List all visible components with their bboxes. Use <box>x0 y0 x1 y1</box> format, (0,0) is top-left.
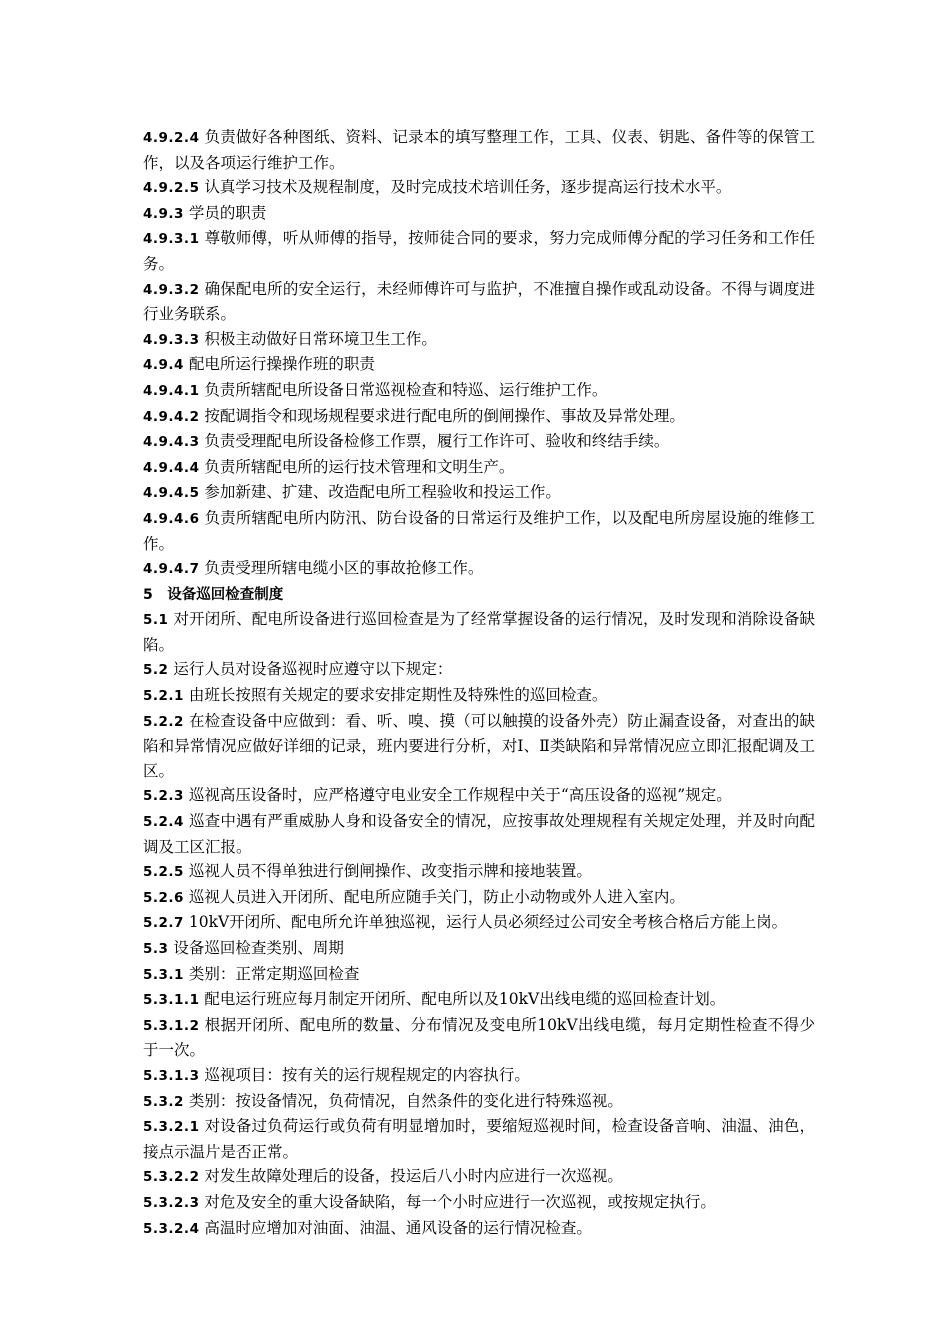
clause-paragraph <box>143 607 815 657</box>
clause-number: 5.3.2.4 <box>143 1220 200 1237</box>
clause-paragraph <box>143 277 815 327</box>
clause-number: 5.3.1.3 <box>143 1067 200 1084</box>
clause-text: 类别：按设备情况，负荷情况，自然条件的变化进行特殊巡视。 <box>188 1091 623 1110</box>
clause-number: 4.9.4.7 <box>143 561 200 578</box>
clause-text: 参加新建、扩建、改造配电所工程验收和投运工作。 <box>204 483 561 502</box>
clause-paragraph <box>143 936 815 962</box>
clause-text: 负责所辖配电所设备日常巡视检查和特巡、运行维护工作。 <box>204 380 608 399</box>
section-heading <box>143 582 815 608</box>
clause-text: 对设备过负荷运行或负荷有明显增加时，要缩短巡视时间，检查设备音响、油温、油色，接点示温片是否正常。 <box>143 1117 815 1161</box>
clause-paragraph <box>143 378 815 404</box>
clause-number: 4.9.3 <box>143 205 184 222</box>
clause-paragraph <box>143 226 815 276</box>
clause-paragraph <box>143 1216 815 1242</box>
clause-number: 5.2.1 <box>143 688 184 705</box>
clause-paragraph <box>143 962 815 988</box>
clause-paragraph <box>143 885 815 911</box>
clause-number: 4.9.2.4 <box>143 130 200 146</box>
clause-text: 由班长按照有关规定的要求安排定期性及特殊性的巡回检查。 <box>188 686 608 705</box>
clause-text: 设备巡回检查制度 <box>167 586 284 603</box>
clause-paragraph <box>143 327 815 353</box>
clause-text: 在检查设备中应做到：看、听、嗅、摸（可以触摸的设备外壳）防止漏查设备，对查出的缺陷和异常情况应做好详细的记录，班内要进行分析，对Ⅰ、Ⅱ类缺陷和异常情况应立即汇报配调及工区。 <box>143 711 815 780</box>
document-body <box>143 125 815 1241</box>
clause-paragraph <box>143 455 815 481</box>
clause-paragraph <box>143 987 815 1013</box>
clause-paragraph <box>143 480 815 506</box>
clause-text: 积极主动做好日常环境卫生工作。 <box>204 329 437 348</box>
clause-text: 10kV开闭所、配电所允许单独巡视，运行人员必须经过公司安全考核合格后方能上岗。 <box>188 913 788 932</box>
clause-paragraph <box>143 1164 815 1190</box>
clause-text: 根据开闭所、配电所的数量、分布情况及变电所10kV出线电缆，每月定期性检查不得少于一次。 <box>143 1015 815 1060</box>
clause-number: 5.3.2.1 <box>143 1119 200 1136</box>
clause-number: 4.9.4 <box>143 357 184 374</box>
clause-paragraph <box>143 1190 815 1216</box>
clause-text: 负责所辖配电所的运行技术管理和文明生产。 <box>204 457 515 476</box>
clause-text: 配电运行班应每月制定开闭所、配电所以及10kV出线电缆的巡回检查计划。 <box>204 990 726 1009</box>
clause-text: 学员的职责 <box>188 203 267 222</box>
clause-text: 负责所辖配电所内防汛、防台设备的日常运行及维护工作，以及配电所房屋设施的维修工作。 <box>143 508 815 553</box>
clause-text: 认真学习技术及规程制度，及时完成技术培训任务，逐步提高运行技术水平。 <box>204 178 732 197</box>
clause-number: 4.9.4.1 <box>143 382 200 399</box>
clause-number: 4.9.4.6 <box>143 510 200 527</box>
clause-paragraph <box>143 556 815 582</box>
clause-paragraph <box>143 429 815 455</box>
clause-number: 4.9.2.5 <box>143 180 200 197</box>
clause-number: 4.9.4.5 <box>143 485 200 502</box>
clause-text: 按配调指令和现场规程要求进行配电所的倒闸操作、事故及异常处理。 <box>204 406 685 425</box>
clause-number: 5.2 <box>143 662 169 679</box>
clause-paragraph <box>143 683 815 709</box>
clause-text: 负责受理配电所设备检修工作票，履行工作许可、验收和终结手续。 <box>204 432 670 451</box>
clause-paragraph <box>143 1063 815 1089</box>
clause-text: 配电所运行操操作班的职责 <box>188 355 375 374</box>
clause-text: 巡视项目：按有关的运行规程规定的内容执行。 <box>204 1065 530 1084</box>
clause-text: 巡视人员进入开闭所、配电所应随手关门，防止小动物或外人进入室内。 <box>188 887 685 906</box>
clause-number: 5.3.1.1 <box>143 992 200 1009</box>
clause-paragraph <box>143 910 815 936</box>
clause-number: 4.9.4.4 <box>143 459 200 476</box>
clause-number: 5.1 <box>143 612 169 629</box>
clause-number: 5.2.4 <box>143 814 184 831</box>
clause-paragraph <box>143 1089 815 1115</box>
clause-number: 5 <box>143 586 154 603</box>
clause-paragraph <box>143 404 815 430</box>
clause-number: 5.2.3 <box>143 788 184 805</box>
clause-number: 5.2.5 <box>143 864 184 881</box>
clause-text: 巡视人员不得单独进行倒闸操作、改变指示牌和接地装置。 <box>188 862 592 881</box>
clause-paragraph <box>143 859 815 885</box>
clause-paragraph <box>143 1114 815 1164</box>
clause-number: 5.3.2.3 <box>143 1194 200 1211</box>
clause-number: 5.2.7 <box>143 915 184 932</box>
clause-text: 尊敬师傅，听从师傅的指导，按师徒合同的要求，努力完成师傅分配的学习任务和工作任务。 <box>143 229 815 273</box>
clause-text: 对危及安全的重大设备缺陷，每一个小时应进行一次巡视，或按规定执行。 <box>204 1192 716 1211</box>
clause-text: 高温时应增加对油面、油温、通风设备的运行情况检查。 <box>204 1218 592 1237</box>
clause-text: 巡查中遇有严重威胁人身和设备安全的情况，应按事故处理规程有关规定处理，并及时向配调及工区汇报。 <box>143 812 815 856</box>
clause-number: 5.3.1 <box>143 966 184 983</box>
clause-paragraph <box>143 201 815 227</box>
clause-paragraph <box>143 1013 815 1063</box>
clause-text: 设备巡回检查类别、周期 <box>173 939 344 957</box>
clause-number: 5.2.2 <box>143 713 184 730</box>
clause-number: 4.9.3.1 <box>143 231 200 248</box>
clause-text: 运行人员对设备巡视时应遵守以下规定： <box>173 660 453 679</box>
clause-number: 5.3.2 <box>143 1093 184 1110</box>
clause-text: 对发生故障处理后的设备，投运后八小时内应进行一次巡视。 <box>204 1167 623 1186</box>
clause-number: 5.2.6 <box>143 889 184 906</box>
clause-number: 4.9.4.3 <box>143 434 200 451</box>
clause-number: 5.3.2.2 <box>143 1169 200 1186</box>
clause-text: 对开闭所、配电所设备进行巡回检查是为了经常掌握设备的运行情况，及时发现和消除设备缺陷。 <box>143 610 815 654</box>
clause-text: 负责做好各种图纸、资料、记录本的填写整理工作，工具、仪表、钥匙、备件等的保管工作，以及各项运行维护工作。 <box>143 128 815 172</box>
clause-number: 4.9.3.2 <box>143 281 200 298</box>
clause-paragraph <box>143 783 815 809</box>
clause-number: 5.3.1.2 <box>143 1017 200 1034</box>
clause-number: 5.3 <box>143 941 169 957</box>
clause-paragraph <box>143 506 815 556</box>
clause-text: 巡视高压设备时，应严格遵守电业安全工作规程中关于“高压设备的巡视”规定。 <box>188 786 732 805</box>
clause-paragraph <box>143 657 815 683</box>
clause-paragraph <box>143 809 815 859</box>
clause-text: 类别：正常定期巡回检查 <box>188 964 360 983</box>
clause-number: 4.9.4.2 <box>143 408 200 425</box>
clause-text: 负责受理所辖电缆小区的事故抢修工作。 <box>204 559 484 578</box>
clause-text: 确保配电所的安全运行，未经师傅许可与监护，不准擅自操作或乱动设备。不得与调度进行业务联系。 <box>143 279 815 324</box>
clause-number: 4.9.3.3 <box>143 331 200 348</box>
clause-paragraph <box>143 709 815 784</box>
clause-paragraph <box>143 175 815 201</box>
clause-paragraph <box>143 125 815 175</box>
clause-paragraph <box>143 352 815 378</box>
